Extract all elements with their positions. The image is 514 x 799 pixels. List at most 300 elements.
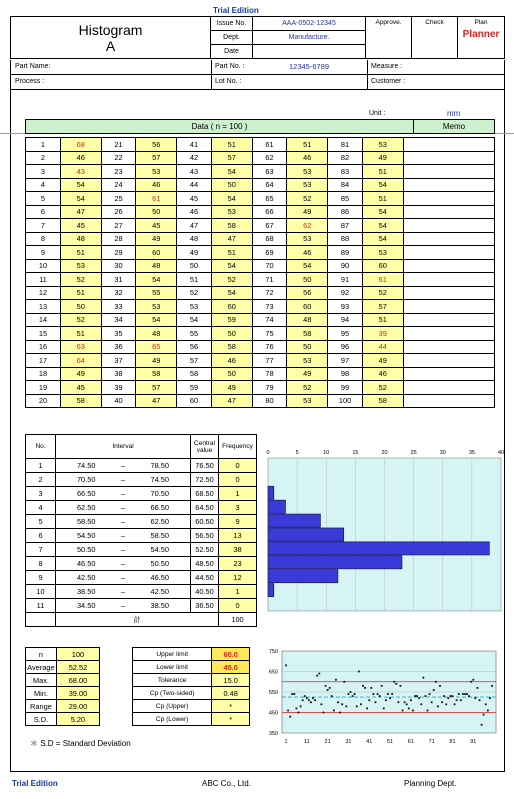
index-cell: 1	[26, 138, 61, 152]
limit-value: 15.0	[212, 674, 250, 687]
value-cell[interactable]: 52	[60, 273, 101, 287]
value-cell[interactable]: 68	[60, 138, 101, 152]
value-cell[interactable]: 54	[363, 232, 404, 246]
memo-cell[interactable]	[403, 219, 494, 233]
ctrl-point	[316, 675, 318, 677]
ctrl-point	[472, 679, 474, 681]
index-cell: 96	[328, 340, 363, 354]
index-cell: 19	[26, 381, 61, 395]
value-cell[interactable]: 58	[287, 327, 328, 341]
freq-cell: 70.50	[56, 473, 117, 487]
value-cell[interactable]: 49	[363, 151, 404, 165]
freq-cell: 42.50	[56, 571, 117, 585]
value-cell[interactable]: 52	[287, 381, 328, 395]
freq-cell: 0	[219, 459, 257, 473]
value-cell[interactable]: 45	[136, 219, 177, 233]
hist-x-tick: 20	[381, 450, 388, 456]
plan-cell[interactable]	[458, 17, 505, 59]
value-cell[interactable]: 63	[60, 340, 101, 354]
value-cell[interactable]: 56	[136, 138, 177, 152]
index-cell: 39	[101, 381, 136, 395]
value-cell[interactable]: 54	[211, 165, 252, 179]
freq-cell: 2	[26, 473, 56, 487]
ctrl-point	[304, 695, 306, 697]
ctrl-point	[335, 679, 337, 681]
value-cell[interactable]: 45	[60, 219, 101, 233]
value-cell[interactable]: 52	[211, 273, 252, 287]
value-cell[interactable]: 48	[136, 327, 177, 341]
value-cell[interactable]: 58	[211, 340, 252, 354]
value-cell[interactable]: 60	[363, 259, 404, 273]
value-cell[interactable]: 52	[287, 192, 328, 206]
value-cell[interactable]: 48	[60, 232, 101, 246]
freq-cell: 62.50	[130, 515, 191, 529]
histogram-chart	[263, 445, 513, 613]
control-chart	[258, 643, 503, 751]
index-cell: 34	[101, 313, 136, 327]
index-cell: 83	[328, 165, 363, 179]
freq-cell: 62.50	[56, 501, 117, 515]
memo-cell[interactable]	[403, 340, 494, 354]
memo-cell[interactable]	[403, 300, 494, 314]
value-cell[interactable]: 51	[60, 327, 101, 341]
index-cell: 100	[328, 394, 363, 408]
freq-cell: 74.50	[130, 473, 191, 487]
ctrl-point	[302, 699, 304, 701]
ctrl-y-tick: 550	[268, 690, 278, 696]
value-cell[interactable]: 51	[287, 138, 328, 152]
index-cell: 65	[252, 192, 287, 206]
ctrl-point	[481, 724, 483, 726]
value-cell[interactable]: 60	[287, 300, 328, 314]
hist-x-tick: 35	[468, 450, 475, 456]
table-row	[133, 700, 250, 713]
value-cell[interactable]: 51	[60, 246, 101, 260]
check-cell[interactable]: Check	[412, 17, 458, 59]
ctrl-point	[318, 673, 320, 675]
value-cell[interactable]: 50	[60, 300, 101, 314]
table-row	[26, 459, 257, 473]
value-cell[interactable]: 51	[60, 286, 101, 300]
index-cell: 93	[328, 300, 363, 314]
memo-cell[interactable]	[403, 178, 494, 192]
value-cell[interactable]: 49	[287, 205, 328, 219]
index-cell: 63	[252, 165, 287, 179]
stat-value: 52.52	[56, 661, 99, 674]
memo-cell[interactable]	[403, 273, 494, 287]
ctrl-point	[412, 710, 414, 712]
index-cell: 98	[328, 367, 363, 381]
table-row	[26, 700, 100, 713]
index-cell: 42	[177, 151, 212, 165]
value-cell[interactable]: 62	[287, 219, 328, 233]
freq-cell: 48.50	[191, 557, 219, 571]
index-cell: 88	[328, 232, 363, 246]
value-cell[interactable]: 50	[211, 367, 252, 381]
limit-value[interactable]: 60.0	[212, 648, 250, 661]
value-cell[interactable]: 53	[136, 165, 177, 179]
ctrl-point	[379, 695, 381, 697]
limit-value[interactable]: 45.0	[212, 661, 250, 674]
table-row	[26, 648, 100, 661]
value-cell[interactable]: 54	[211, 192, 252, 206]
memo-cell[interactable]	[403, 327, 494, 341]
index-cell: 58	[177, 367, 212, 381]
freq-cell: –	[116, 515, 129, 529]
value-cell[interactable]: 46	[211, 354, 252, 368]
ctrl-point	[458, 693, 460, 695]
ctrl-point	[331, 695, 333, 697]
limit-value: *	[212, 713, 250, 726]
value-cell[interactable]: 49	[60, 367, 101, 381]
index-cell: 80	[252, 394, 287, 408]
index-cell: 10	[26, 259, 61, 273]
ctrl-point	[429, 693, 431, 695]
freq-cell: –	[116, 543, 129, 557]
value-cell[interactable]: 58	[363, 394, 404, 408]
value-cell[interactable]: 51	[363, 165, 404, 179]
ctrl-point	[418, 697, 420, 699]
memo-cell[interactable]	[403, 151, 494, 165]
value-cell[interactable]: 50	[136, 205, 177, 219]
stat-label: Average	[27, 662, 55, 672]
table-row	[133, 661, 250, 674]
index-cell: 72	[252, 286, 287, 300]
index-cell: 44	[177, 178, 212, 192]
value-cell[interactable]: 54	[363, 219, 404, 233]
total-value: 100	[219, 613, 257, 627]
value-cell[interactable]: 48	[287, 313, 328, 327]
freq-cell: 52.50	[191, 543, 219, 557]
freq-cell: –	[116, 501, 129, 515]
index-cell: 51	[177, 273, 212, 287]
freq-cell: 46.50	[130, 571, 191, 585]
value-cell[interactable]: 49	[211, 381, 252, 395]
index-cell: 92	[328, 286, 363, 300]
value-cell[interactable]: 52	[60, 313, 101, 327]
value-cell[interactable]: 49	[287, 367, 328, 381]
value-cell[interactable]: 57	[211, 151, 252, 165]
plan-label: Plan	[474, 19, 488, 26]
hist-x-tick: 10	[323, 450, 330, 456]
value-cell[interactable]: 54	[363, 205, 404, 219]
memo-cell[interactable]	[403, 354, 494, 368]
ctrl-point	[447, 697, 449, 699]
ctrl-point	[491, 685, 493, 687]
ctrl-point	[443, 695, 445, 697]
ctrl-point	[425, 695, 427, 697]
header-table	[10, 16, 505, 59]
freq-cell: 0	[219, 473, 257, 487]
index-cell: 97	[328, 354, 363, 368]
ctrl-point	[364, 687, 366, 689]
value-cell[interactable]: 58	[136, 367, 177, 381]
value-cell[interactable]: 44	[363, 340, 404, 354]
value-cell[interactable]: 53	[60, 259, 101, 273]
ctrl-point	[479, 699, 481, 701]
index-cell: 28	[101, 232, 136, 246]
value-cell[interactable]: 54	[363, 178, 404, 192]
ctrl-x-tick: 51	[386, 739, 394, 745]
memo-cell[interactable]	[403, 259, 494, 273]
freq-cell: –	[116, 529, 129, 543]
value-cell[interactable]: 57	[363, 300, 404, 314]
ctrl-point	[348, 693, 350, 695]
table-row	[26, 557, 257, 571]
value-cell[interactable]: 52	[363, 381, 404, 395]
hist-x-tick: 5	[295, 450, 299, 456]
table-row	[133, 687, 250, 700]
ctrl-y-tick: 350	[268, 731, 278, 737]
dept-footer: Planning Dept.	[404, 779, 457, 788]
value-cell[interactable]: 53	[363, 246, 404, 260]
index-cell: 67	[252, 219, 287, 233]
sd-note-text: S.D = Standard Deviation	[40, 739, 131, 748]
table-row	[26, 205, 495, 219]
value-cell[interactable]: 49	[136, 232, 177, 246]
memo-cell[interactable]	[403, 394, 494, 408]
value-cell[interactable]: 46	[363, 367, 404, 381]
value-cell[interactable]: 53	[211, 205, 252, 219]
value-cell[interactable]: 48	[136, 259, 177, 273]
ctrl-point	[410, 699, 412, 701]
value-cell[interactable]: 50	[211, 327, 252, 341]
ctrl-point	[397, 701, 399, 703]
memo-cell[interactable]	[403, 286, 494, 300]
freq-cell: –	[116, 571, 129, 585]
ctrl-point	[310, 701, 312, 703]
value-cell[interactable]: 45	[60, 381, 101, 395]
value-cell[interactable]: 51	[211, 246, 252, 260]
value-cell[interactable]: 61	[363, 273, 404, 287]
index-cell: 66	[252, 205, 287, 219]
index-cell: 36	[101, 340, 136, 354]
ctrl-point	[395, 683, 397, 685]
hist-x-tick: 30	[439, 450, 446, 456]
value-cell[interactable]: 54	[136, 313, 177, 327]
memo-cell[interactable]	[403, 313, 494, 327]
index-cell: 31	[101, 273, 136, 287]
value-cell[interactable]: 53	[363, 138, 404, 152]
index-cell: 91	[328, 273, 363, 287]
value-cell[interactable]: 50	[287, 340, 328, 354]
ctrl-point	[333, 710, 335, 712]
part-no-value[interactable]: 12345-6789	[289, 62, 330, 71]
ctrl-point	[439, 685, 441, 687]
value-cell[interactable]: 54	[211, 286, 252, 300]
memo-cell[interactable]	[403, 381, 494, 395]
memo-cell[interactable]	[403, 138, 494, 152]
value-cell[interactable]: 54	[60, 192, 101, 206]
value-cell[interactable]: 52	[363, 286, 404, 300]
freq-cell: 64.50	[191, 501, 219, 515]
data-header: Data ( n = 100 )	[25, 119, 414, 134]
ctrl-point	[356, 705, 358, 707]
value-cell[interactable]: 43	[60, 165, 101, 179]
hist-x-tick: 25	[410, 450, 417, 456]
value-cell[interactable]: 53	[287, 232, 328, 246]
ctrl-point	[404, 701, 406, 703]
value-cell[interactable]: 53	[287, 178, 328, 192]
index-cell: 13	[26, 300, 61, 314]
value-cell[interactable]: 61	[136, 192, 177, 206]
value-cell[interactable]: 47	[211, 232, 252, 246]
ctrl-point	[377, 693, 379, 695]
value-cell[interactable]: 60	[136, 246, 177, 260]
freq-cell: 0	[219, 599, 257, 613]
value-cell[interactable]: 65	[136, 340, 177, 354]
memo-cell[interactable]	[403, 246, 494, 260]
index-cell: 53	[177, 300, 212, 314]
value-cell[interactable]: 58	[211, 219, 252, 233]
ctrl-point	[474, 697, 476, 699]
value-cell[interactable]: 59	[211, 313, 252, 327]
ctrl-x-tick: 91	[470, 739, 477, 745]
index-cell: 22	[101, 151, 136, 165]
date-value[interactable]	[253, 45, 366, 59]
value-cell[interactable]: 60	[211, 300, 252, 314]
value-cell[interactable]: 54	[60, 178, 101, 192]
value-cell[interactable]: 50	[211, 178, 252, 192]
index-cell: 35	[101, 327, 136, 341]
value-cell[interactable]: 47	[60, 205, 101, 219]
freq-cell: 3	[26, 487, 56, 501]
index-cell: 87	[328, 219, 363, 233]
table-row	[26, 192, 495, 206]
value-cell[interactable]: 51	[363, 313, 404, 327]
index-cell: 46	[177, 205, 212, 219]
ctrl-point	[362, 685, 364, 687]
index-cell: 73	[252, 300, 287, 314]
memo-cell[interactable]	[403, 165, 494, 179]
value-cell[interactable]: 46	[136, 178, 177, 192]
unit-value: mm	[447, 109, 461, 118]
freq-cell: 5	[26, 515, 56, 529]
ctrl-point	[285, 664, 287, 666]
freq-cell: 54.50	[56, 529, 117, 543]
table-row	[26, 246, 495, 260]
hist-x-tick: 15	[352, 450, 359, 456]
index-cell: 56	[177, 340, 212, 354]
value-cell[interactable]: 53	[287, 354, 328, 368]
ctrl-point	[422, 677, 424, 679]
table-row	[26, 585, 257, 599]
index-cell: 59	[177, 381, 212, 395]
value-cell[interactable]: 53	[287, 165, 328, 179]
memo-header: Memo	[414, 119, 495, 134]
lot-no-label: Lot No. :	[215, 78, 242, 85]
value-cell[interactable]: 46	[287, 246, 328, 260]
value-cell[interactable]: 55	[136, 286, 177, 300]
memo-cell[interactable]	[403, 367, 494, 381]
freq-header-interval: Interval	[56, 435, 191, 459]
value-cell[interactable]: 54	[136, 273, 177, 287]
freq-cell: 13	[219, 529, 257, 543]
memo-cell[interactable]	[403, 205, 494, 219]
value-cell[interactable]: 50	[287, 273, 328, 287]
memo-cell[interactable]	[403, 192, 494, 206]
index-cell: 27	[101, 219, 136, 233]
freq-total-row	[26, 613, 257, 627]
value-cell[interactable]: 54	[287, 259, 328, 273]
stat-value: 5.20	[56, 713, 99, 726]
value-cell[interactable]: 54	[211, 259, 252, 273]
value-cell[interactable]: 46	[287, 151, 328, 165]
limit-label: Tolerance	[133, 674, 212, 687]
hist-bar	[268, 556, 402, 569]
value-cell[interactable]: 46	[60, 151, 101, 165]
index-cell: 68	[252, 232, 287, 246]
value-cell[interactable]: 51	[363, 192, 404, 206]
ctrl-point	[366, 708, 368, 710]
freq-cell: 78.50	[130, 459, 191, 473]
index-cell: 6	[26, 205, 61, 219]
index-cell: 57	[177, 354, 212, 368]
freq-cell: 36.50	[191, 599, 219, 613]
measure-label: Measure :	[371, 63, 403, 70]
trial-edition-top: Trial Edition	[213, 6, 259, 15]
value-cell[interactable]: 47	[211, 394, 252, 408]
ctrl-x-tick: 11	[303, 739, 310, 745]
stat-value: 100	[56, 648, 99, 661]
index-cell: 45	[177, 192, 212, 206]
index-cell: 76	[252, 340, 287, 354]
hist-bar	[268, 584, 274, 597]
freq-cell: –	[116, 459, 129, 473]
ctrl-y-tick: 650	[268, 669, 278, 676]
table-row	[26, 367, 495, 381]
ctrl-x-tick: 1	[284, 739, 288, 745]
value-cell[interactable]: 51	[211, 138, 252, 152]
freq-cell: –	[116, 599, 129, 613]
freq-cell: 38.50	[56, 585, 117, 599]
value-cell[interactable]: 49	[363, 354, 404, 368]
stat-value: 39.00	[56, 687, 99, 700]
issue-value[interactable]: AAA-0502-12345	[253, 17, 366, 31]
index-cell: 84	[328, 178, 363, 192]
value-cell[interactable]: 53	[136, 300, 177, 314]
index-cell: 16	[26, 340, 61, 354]
ctrl-point	[306, 697, 308, 699]
value-cell[interactable]: 58	[60, 394, 101, 408]
value-cell[interactable]: 64	[60, 354, 101, 368]
issue-label: Issue No.	[211, 17, 253, 31]
ctrl-point	[370, 687, 372, 689]
index-cell: 61	[252, 138, 287, 152]
freq-cell: 1	[26, 459, 56, 473]
value-cell[interactable]: 53	[287, 394, 328, 408]
memo-cell[interactable]	[403, 232, 494, 246]
value-cell[interactable]: 56	[287, 286, 328, 300]
ctrl-point	[325, 685, 327, 687]
value-cell[interactable]: 57	[136, 151, 177, 165]
freq-header-row	[26, 435, 257, 459]
ctrl-y-tick: 450	[268, 710, 278, 717]
value-cell[interactable]: 39	[363, 327, 404, 341]
index-cell: 64	[252, 178, 287, 192]
table-row	[26, 273, 495, 287]
ctrl-point	[483, 714, 485, 716]
date-label: Date	[211, 45, 253, 59]
dept-value[interactable]: Manufacture.	[253, 31, 366, 45]
value-cell[interactable]: 49	[136, 354, 177, 368]
index-cell: 41	[177, 138, 212, 152]
approve-cell[interactable]: Approve.	[366, 17, 412, 59]
ctrl-point	[441, 701, 443, 703]
value-cell[interactable]: 57	[136, 381, 177, 395]
value-cell[interactable]: 47	[136, 394, 177, 408]
table-row	[26, 661, 100, 674]
